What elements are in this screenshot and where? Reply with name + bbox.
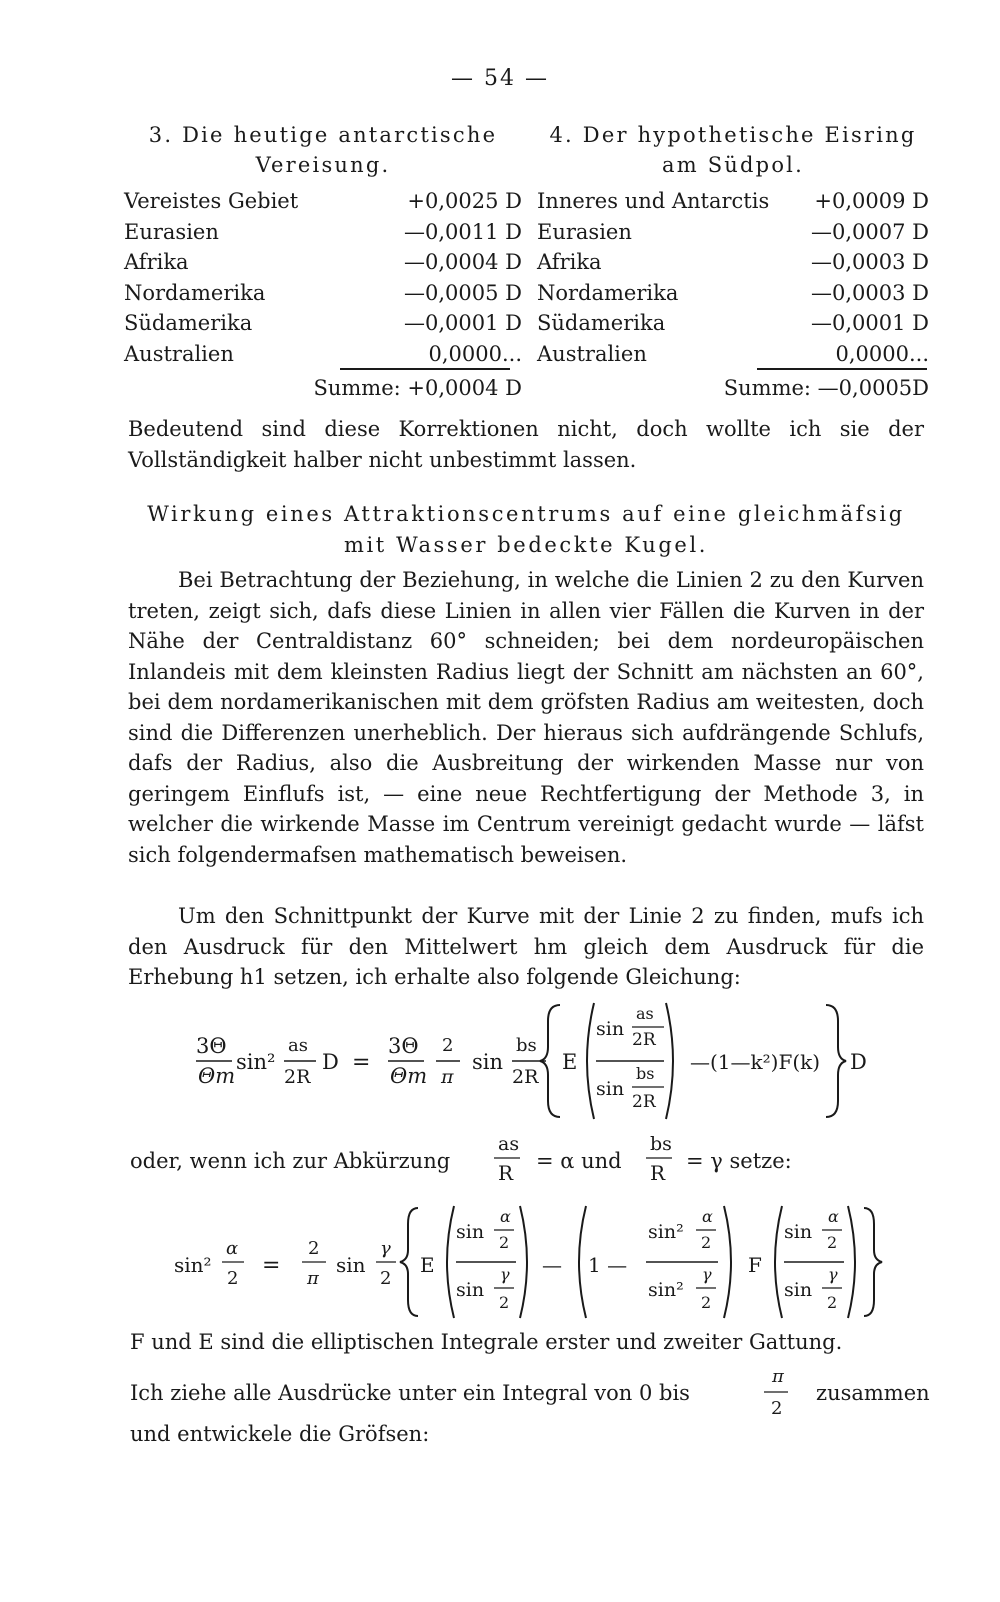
table-title-line1: 4. Der hypothetische Eisring [549, 123, 917, 147]
row-value: —0,0003 D [811, 280, 929, 305]
table-row [124, 278, 522, 309]
table-title [537, 120, 929, 180]
eq1-2R: 2R [284, 1066, 311, 1088]
eq2-g1-two-a: 2 [499, 1233, 510, 1252]
table-row [124, 339, 522, 370]
row-label: Eurasien [537, 219, 632, 244]
eq2-two-gamma: 2 [380, 1268, 392, 1289]
abbrev-eq-alpha: = α und [536, 1149, 622, 1173]
equation-2 [0, 1200, 1000, 1330]
eq1-equals: = [352, 1050, 371, 1075]
eq2-g1-sin-den: sin [456, 1279, 485, 1301]
eq1-tail: —(1—k²)F(k) [690, 1050, 821, 1074]
eq2-sin2-left: sin² [174, 1253, 212, 1277]
eq2-two-left: 2 [227, 1268, 239, 1289]
eq1-D-end: D [850, 1050, 867, 1074]
table-title-line2: am Südpol. [662, 153, 804, 177]
eq2-g3-sin-num: sin [784, 1221, 813, 1243]
row-value: 0,0000... [835, 341, 929, 366]
eq2-sin: sin [336, 1253, 366, 1277]
paragraph-text: Bedeutend sind diese Korrektionen nicht, doch wollte ich sie der Vollständigkeit halber nicht unbestimmt lassen. [128, 417, 924, 472]
table-row [124, 308, 522, 339]
eq2-g2-two-g: 2 [701, 1293, 712, 1312]
eq2-g1-two-g: 2 [499, 1293, 510, 1312]
table-title-line2: Vereisung. [255, 153, 391, 177]
table-antarctic-present [124, 120, 522, 403]
eq1-E: E [562, 1050, 578, 1074]
eq1-as-small: as [636, 1004, 654, 1023]
eq2-g1-alpha: α [500, 1207, 511, 1226]
table-rows [537, 186, 929, 369]
eq2-E: E [420, 1253, 435, 1277]
eq1-sin-den: sin [596, 1078, 625, 1100]
row-value: +0,0025 D [407, 189, 522, 213]
equation-1 [0, 995, 1000, 1125]
row-value: —0,0005 D [404, 280, 522, 305]
paragraph-text: Um den Schnittpunkt der Kurve mit der Linie 2 zu finden, mufs ich den Ausdruck für den Mittelwert hm gleich dem Ausdruck für die Erhebung h1 setzen, ich erhalte also folgende Gleichung: [128, 904, 924, 989]
eq2-g2-two-a: 2 [701, 1233, 712, 1252]
row-value: —0,0003 D [811, 250, 929, 274]
table-sum: Summe: +0,0004 D [313, 376, 522, 400]
table-sum: Summe: —0,0005D [723, 376, 929, 400]
table-hypothetical-icering [537, 120, 929, 403]
table-row [124, 217, 522, 248]
para4-end: zusammen [816, 1381, 930, 1405]
eq2-g3-two-a: 2 [827, 1233, 838, 1252]
eq1-2R-b: 2R [512, 1066, 539, 1088]
table-row [537, 339, 929, 370]
abbrev-prefix: oder, wenn ich zur Abkürzung [130, 1149, 451, 1173]
table-title-line1: 3. Die heutige antarctische [148, 123, 498, 147]
row-value: —0,0001 D [811, 311, 929, 335]
abbrev-bs: bs [650, 1133, 672, 1155]
eq2-g2-alpha: α [702, 1207, 713, 1226]
row-label: Nordamerika [124, 280, 266, 305]
abbrev-as: as [498, 1133, 520, 1155]
table-row [124, 247, 522, 278]
table-row [537, 217, 929, 248]
eq1-sin: sin [472, 1050, 504, 1074]
row-label: Nordamerika [537, 280, 679, 305]
table-row [537, 247, 929, 278]
eq1-2R-small-2: 2R [632, 1092, 656, 1112]
row-label: Eurasien [124, 219, 219, 244]
row-value: —0,0007 D [811, 219, 929, 244]
paragraph-1 [128, 565, 924, 870]
row-label: Südamerika [124, 311, 253, 335]
paragraph-3: F und E sind die elliptischen Integrale erster und zweiter Gattung. [130, 1330, 843, 1354]
eq2-g1-gamma: γ [500, 1265, 510, 1284]
para4-two: 2 [771, 1398, 783, 1419]
eq2-g3-sin-den: sin [784, 1279, 813, 1301]
paragraph-5: und entwickele die Gröfsen: [130, 1422, 430, 1446]
paragraph-4 [0, 1362, 1000, 1422]
row-label: Afrika [124, 250, 189, 274]
paragraph-intro [128, 414, 924, 475]
table-row [537, 186, 929, 217]
table-row [537, 278, 929, 309]
eq1-sin2: sin² [236, 1050, 276, 1074]
row-value: 0,0000... [428, 341, 522, 366]
eq2-minus: — [542, 1253, 562, 1277]
table-title [124, 120, 522, 180]
eq1-pi: π [441, 1066, 454, 1088]
para4-pi: π [772, 1366, 784, 1387]
eq2-g3-two-g: 2 [827, 1293, 838, 1312]
abbrev-R-2: R [650, 1161, 666, 1185]
eq1-two: 2 [442, 1035, 454, 1056]
row-value: —0,0004 D [404, 250, 522, 274]
row-label: Afrika [537, 250, 602, 274]
eq2-g1-sin-num: sin [456, 1221, 485, 1243]
abbreviation-line [0, 1128, 1000, 1188]
table-row [537, 308, 929, 339]
para4-start: Ich ziehe alle Ausdrücke unter ein Integral von 0 bis [130, 1381, 690, 1405]
table-rows [124, 186, 522, 369]
paragraph-2 [128, 901, 924, 993]
eq2-alpha-left: α [226, 1238, 239, 1259]
row-label: Inneres und Antarctis [537, 189, 770, 213]
sum-rule-left [340, 368, 510, 370]
eq1-as: as [288, 1035, 308, 1056]
eq2-gamma: γ [380, 1238, 391, 1259]
abbrev-R: R [498, 1161, 514, 1185]
eq2-equals: = [262, 1253, 281, 1278]
row-label: Vereistes Gebiet [124, 189, 299, 213]
eq1-denominator-theta-m-2: Θm [390, 1064, 428, 1088]
abbrev-eq-gamma: = γ setze: [686, 1149, 792, 1173]
eq2-g3-gamma: γ [828, 1265, 838, 1284]
eq1-denominator-theta-m: Θm [198, 1064, 236, 1088]
eq1-sin-num: sin [596, 1018, 625, 1040]
eq2-pi: π [307, 1268, 319, 1289]
eq1-D: D [322, 1050, 339, 1074]
eq2-g2-gamma: γ [702, 1265, 712, 1284]
eq2-one-minus: 1 — [588, 1253, 628, 1277]
paragraph-text: Bei Betrachtung der Beziehung, in welche die Linien 2 zu den Kurven treten, zeigt sich, dafs diese Linien in allen vier Fällen die Kurven in der Nähe der Centraldistanz 60° schneiden; bei dem nordeuropäischen Inlandeis mit dem kleinsten Radius liegt der Schnitt am nächsten an 60°, bei dem nordamerikanischen mit dem gröfsten Radius am weitesten, doch sind die Differenzen unerheblich. Der hieraus sich aufdrängende Schlufs, dafs der Radius, also die Ausbreitung der wirkenden Masse nur von geringem Einflufs ist, — eine neue Rechtfertigung der Methode 3, in welcher die wirkende Masse im Centrum vereinigt gedacht wurde — läfst sich folgendermafsen mathematisch beweisen. [128, 568, 924, 867]
row-label: Südamerika [537, 311, 666, 335]
eq2-F: F [748, 1253, 762, 1277]
page-number: — 54 — [451, 66, 549, 91]
eq1-numerator-3theta-2: 3Θ [388, 1034, 419, 1058]
eq2-g2-sin2-num: sin² [648, 1221, 684, 1243]
row-label: Australien [537, 341, 647, 366]
eq2-g3-alpha: α [828, 1207, 839, 1226]
eq1-numerator-3theta: 3Θ [196, 1034, 227, 1058]
sum-rule-right [757, 368, 927, 370]
section-heading: Wirkung eines Attraktionscentrums auf eine gleichmäfsig mit Wasser bedeckte Kugel. [147, 502, 905, 557]
eq2-two-num: 2 [308, 1238, 320, 1259]
table-row [124, 186, 522, 217]
eq1-bs-small: bs [636, 1064, 655, 1083]
row-label: Australien [124, 341, 234, 366]
eq1-2R-small: 2R [632, 1030, 656, 1050]
eq1-bs: bs [516, 1035, 537, 1056]
row-value: +0,0009 D [814, 189, 929, 213]
row-value: —0,0001 D [404, 311, 522, 335]
eq2-g2-sin2-den: sin² [648, 1279, 684, 1301]
row-value: —0,0011 D [404, 219, 522, 244]
